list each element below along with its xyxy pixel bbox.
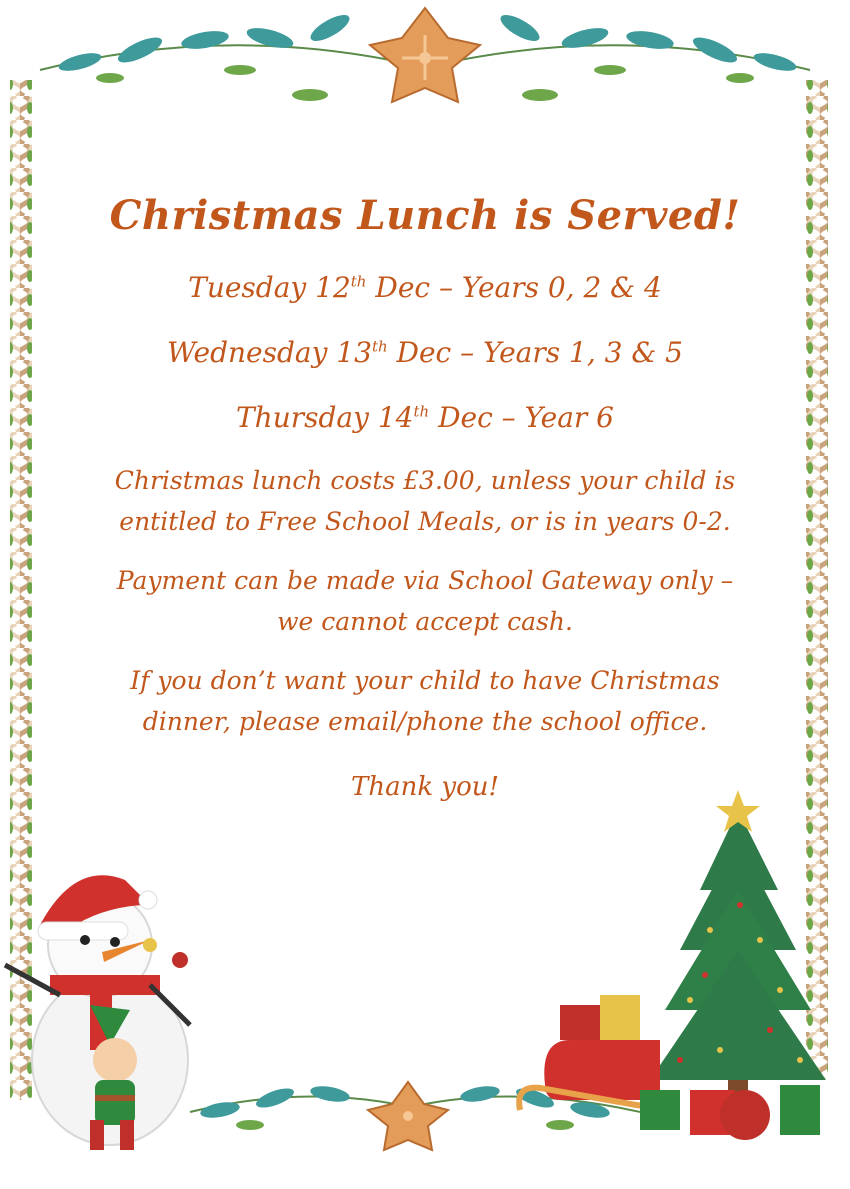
payment-line-1: Payment can be made via School Gateway only – bbox=[116, 566, 734, 595]
tree-sleigh-illustration bbox=[519, 790, 826, 1140]
cost-line-2: entitled to Free School Meals, or is in years 0-2. bbox=[119, 507, 731, 536]
poster-title: Christmas Lunch is Served! bbox=[109, 192, 741, 239]
top-garland bbox=[40, 8, 810, 102]
date-day: Tuesday 12 bbox=[188, 271, 351, 304]
poster-text bbox=[40, 190, 810, 802]
snowman-elf-illustration bbox=[5, 875, 190, 1150]
optout-line-2: dinner, please email/phone the school office. bbox=[142, 707, 708, 736]
date-suffix: th bbox=[350, 272, 367, 291]
date-suffix: th bbox=[371, 337, 388, 356]
optout-line-1: If you don’t want your child to have Christmas bbox=[130, 666, 720, 695]
date-day: Thursday 14 bbox=[236, 401, 414, 434]
date-day: Wednesday 13 bbox=[167, 336, 372, 369]
cost-line-1: Christmas lunch costs £3.00, unless your child is bbox=[114, 466, 736, 495]
optout-paragraph bbox=[40, 660, 810, 742]
payment-paragraph bbox=[40, 560, 810, 642]
date-line-tuesday bbox=[40, 271, 810, 304]
date-suffix: th bbox=[413, 402, 430, 421]
thank-you-text: Thank you! bbox=[351, 772, 499, 802]
date-rest: Dec – Years 0, 2 & 4 bbox=[366, 271, 662, 304]
payment-line-2: we cannot accept cash. bbox=[277, 607, 573, 636]
date-rest: Dec – Year 6 bbox=[429, 401, 614, 434]
date-rest: Dec – Years 1, 3 & 5 bbox=[387, 336, 683, 369]
left-vine-border bbox=[10, 80, 32, 1100]
date-line-thursday bbox=[40, 401, 810, 434]
date-line-wednesday bbox=[40, 336, 810, 369]
cost-paragraph bbox=[40, 460, 810, 542]
top-star-flower bbox=[370, 8, 480, 102]
